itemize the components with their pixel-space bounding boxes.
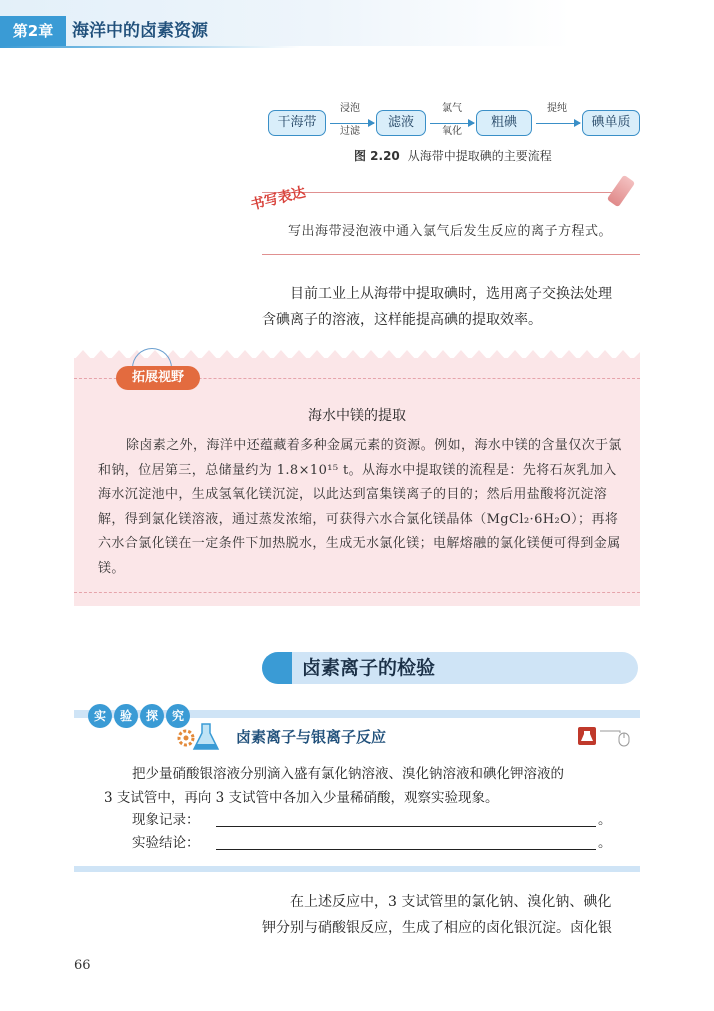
record-blank[interactable] [216,826,596,827]
figure-number: 图 2.20 [354,149,400,163]
figure-caption [354,147,552,164]
writing-task-text: 写出海带浸泡液中通入氯气后发生反应的离子方程式。 [288,224,613,239]
extension-dash-bottom [74,592,640,593]
figure-caption-text: 从海带中提取碘的主要流程 [407,149,552,163]
pencil-icon [607,175,636,208]
experiment-badge: 实 [88,704,112,728]
section-title: 卤素离子的检验 [302,657,436,679]
flow-node-filtrate: 滤液 [376,110,426,136]
paragraph-line: 在上述反应中，3 支试管里的氯化钠、溴化钠、碘化 [290,894,612,910]
experiment-badge: 探 [140,704,164,728]
extension-tag: 拓展视野 [116,366,200,390]
experiment-badge: 究 [166,704,190,728]
experiment-title: 卤素离子与银离子反应 [236,728,387,746]
flow-arrow-3 [536,123,580,124]
conclusion-label: 实验结论： [132,835,200,851]
record-period: 。 [598,812,612,828]
writing-tag: 书写表达 [249,184,308,214]
page-number: 66 [74,958,91,973]
paragraph-line: 钾分别与硝酸银反应，生成了相应的卤化银沉淀。卤化银 [262,920,612,936]
flow-node-iodine: 碘单质 [582,110,640,136]
flow-label-purify: 提纯 [547,103,567,114]
paragraph-line: 含碘离子的溶液，这样能提高碘的提取效率。 [262,312,542,328]
section-header-cap [262,652,292,684]
flow-arrow-2 [430,123,474,124]
experiment-text: 把少量硝酸银溶液分别滴入盛有氯化钠溶液、溴化钠溶液和碘化钾溶液的 [132,766,564,782]
experiment-badge: 验 [114,704,138,728]
conclusion-period: 。 [598,835,612,851]
record-label: 现象记录： [132,812,200,828]
extension-body: 除卤素之外，海洋中还蕴藏着多种金属元素的资源。例如，海水中镁的含量仅次于氯和钠，位居第三，总储量约为 1.8×10¹⁵ t。从海水中提取镁的流程是：先将石灰乳加入海水沉淀池中，生成氢氧化镁沉淀，以此达到富集镁离子的目的；然后用盐酸将沉淀溶解，得到氯化镁溶液，通过蒸发浓缩，可获得六水合氯化镁晶体（MgCl₂·6H₂O）；再将六水合氯化镁在一定条件下加热脱水，生成无水氯化镁；电解熔融的氯化镁便可得到金属镁。 [98,438,622,576]
chapter-badge: 第2章 [0,16,66,46]
flow-node-dried-kelp: 干海带 [268,110,326,136]
flow-label-oxidize: 氧化 [442,126,462,137]
flask-gear-icon [176,720,222,754]
paragraph-line: 目前工业上从海带中提取碘时，选用离子交换法处理 [290,286,612,302]
mouse-icon [598,727,634,747]
experiment-bottom-band [74,866,640,872]
conclusion-blank[interactable] [216,849,596,850]
chapter-title: 海洋中的卤素资源 [72,21,208,41]
flow-node-crude-iodine: 粗碘 [476,110,532,136]
flow-label-chlorine: 氯气 [442,103,462,114]
flow-arrow-1 [330,123,374,124]
flow-label-soak: 浸泡 [340,103,360,114]
beaker-icon [580,729,594,743]
writing-top-line [262,192,618,193]
flow-label-filter: 过滤 [340,126,360,137]
writing-bottom-line [262,254,640,255]
experiment-text: 3 支试管中，再向 3 支试管中各加入少量稀硝酸，观察实验现象。 [104,790,499,806]
extension-title: 海水中镁的提取 [308,408,406,424]
header-divider [0,46,300,48]
